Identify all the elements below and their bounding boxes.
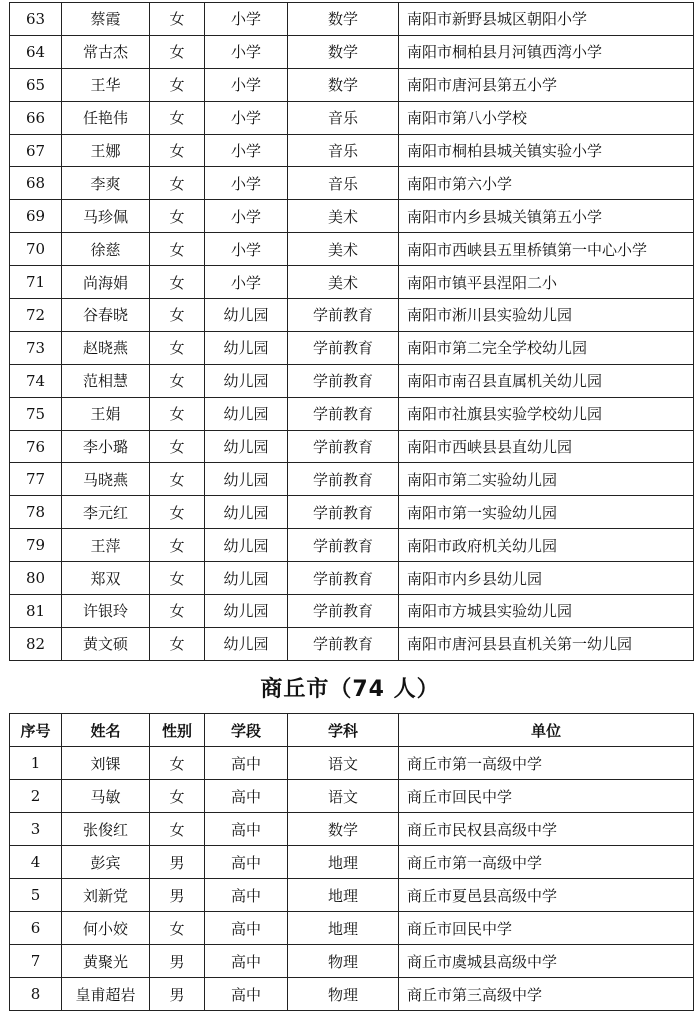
- cell-unit: 南阳市政府机关幼儿园: [399, 529, 694, 562]
- cell-unit: 南阳市第六小学: [399, 167, 694, 200]
- cell-unit: 南阳市新野县城区朝阳小学: [399, 3, 694, 36]
- table-row: [10, 813, 694, 846]
- table-row: [10, 101, 694, 134]
- cell-gender: 女: [150, 496, 205, 529]
- cell-gender: 女: [150, 167, 205, 200]
- cell-subject: 地理: [288, 879, 399, 912]
- cell-unit: 南阳市淅川县实验幼儿园: [399, 299, 694, 332]
- cell-index: 66: [10, 101, 62, 134]
- cell-unit: 南阳市桐柏县城关镇实验小学: [399, 134, 694, 167]
- cell-name: 范相慧: [62, 364, 150, 397]
- cell-name: 李爽: [62, 167, 150, 200]
- table-row: [10, 167, 694, 200]
- cell-index: 6: [10, 912, 62, 945]
- cell-subject: 语文: [288, 747, 399, 780]
- cell-unit: 南阳市南召县直属机关幼儿园: [399, 364, 694, 397]
- cell-subject: 数学: [288, 68, 399, 101]
- cell-gender: 女: [150, 299, 205, 332]
- cell-stage: 幼儿园: [205, 627, 288, 660]
- cell-subject: 数学: [288, 3, 399, 36]
- cell-gender: 女: [150, 266, 205, 299]
- cell-gender: 女: [150, 364, 205, 397]
- cell-subject: 学前教育: [288, 299, 399, 332]
- cell-name: 常古杰: [62, 35, 150, 68]
- cell-stage: 高中: [205, 912, 288, 945]
- table-row: [10, 68, 694, 101]
- cell-name: 王娜: [62, 134, 150, 167]
- cell-subject: 学前教育: [288, 397, 399, 430]
- cell-subject: 学前教育: [288, 331, 399, 364]
- cell-name: 刘锞: [62, 747, 150, 780]
- table-row: [10, 945, 694, 978]
- cell-gender: 女: [150, 233, 205, 266]
- cell-stage: 幼儿园: [205, 364, 288, 397]
- table-row: [10, 529, 694, 562]
- header-index: 序号: [10, 714, 62, 747]
- cell-gender: 女: [150, 101, 205, 134]
- table-row: [10, 266, 694, 299]
- cell-name: 徐慈: [62, 233, 150, 266]
- cell-index: 67: [10, 134, 62, 167]
- cell-subject: 学前教育: [288, 430, 399, 463]
- table-row: [10, 595, 694, 628]
- roster-table-shangqiu: [9, 713, 694, 1011]
- cell-stage: 幼儿园: [205, 595, 288, 628]
- cell-name: 许银玲: [62, 595, 150, 628]
- cell-name: 郑双: [62, 562, 150, 595]
- header-name: 姓名: [62, 714, 150, 747]
- cell-unit: 商丘市第一高级中学: [399, 747, 694, 780]
- header-unit: 单位: [399, 714, 694, 747]
- cell-unit: 南阳市桐柏县月河镇西湾小学: [399, 35, 694, 68]
- cell-unit: 商丘市回民中学: [399, 912, 694, 945]
- cell-name: 王华: [62, 68, 150, 101]
- cell-name: 谷春晓: [62, 299, 150, 332]
- table-row: [10, 846, 694, 879]
- cell-unit: 商丘市民权县高级中学: [399, 813, 694, 846]
- cell-subject: 学前教育: [288, 529, 399, 562]
- cell-gender: 女: [150, 397, 205, 430]
- cell-subject: 物理: [288, 978, 399, 1011]
- cell-unit: 南阳市内乡县城关镇第五小学: [399, 200, 694, 233]
- cell-unit: 南阳市唐河县县直机关第一幼儿园: [399, 627, 694, 660]
- cell-gender: 男: [150, 879, 205, 912]
- cell-unit: 商丘市夏邑县高级中学: [399, 879, 694, 912]
- cell-gender: 男: [150, 846, 205, 879]
- cell-index: 63: [10, 3, 62, 36]
- cell-stage: 幼儿园: [205, 496, 288, 529]
- cell-gender: 女: [150, 35, 205, 68]
- cell-gender: 女: [150, 3, 205, 36]
- cell-index: 70: [10, 233, 62, 266]
- cell-stage: 高中: [205, 945, 288, 978]
- cell-stage: 高中: [205, 879, 288, 912]
- cell-unit: 商丘市第三高级中学: [399, 978, 694, 1011]
- cell-unit: 商丘市回民中学: [399, 780, 694, 813]
- cell-name: 何小姣: [62, 912, 150, 945]
- cell-subject: 学前教育: [288, 496, 399, 529]
- table-row: [10, 233, 694, 266]
- cell-subject: 语文: [288, 780, 399, 813]
- cell-index: 74: [10, 364, 62, 397]
- cell-unit: 南阳市西峡县五里桥镇第一中心小学: [399, 233, 694, 266]
- cell-subject: 数学: [288, 813, 399, 846]
- cell-stage: 高中: [205, 813, 288, 846]
- cell-gender: 女: [150, 747, 205, 780]
- cell-stage: 高中: [205, 780, 288, 813]
- cell-stage: 小学: [205, 233, 288, 266]
- cell-stage: 幼儿园: [205, 562, 288, 595]
- table-row: [10, 747, 694, 780]
- cell-unit: 商丘市虞城县高级中学: [399, 945, 694, 978]
- cell-index: 1: [10, 747, 62, 780]
- cell-index: 5: [10, 879, 62, 912]
- cell-unit: 南阳市唐河县第五小学: [399, 68, 694, 101]
- cell-name: 张俊红: [62, 813, 150, 846]
- table-row: [10, 562, 694, 595]
- table-header-row: [10, 714, 694, 747]
- header-gender: 性别: [150, 714, 205, 747]
- cell-index: 79: [10, 529, 62, 562]
- cell-subject: 音乐: [288, 134, 399, 167]
- table-row: [10, 879, 694, 912]
- cell-subject: 地理: [288, 846, 399, 879]
- table-row: [10, 496, 694, 529]
- cell-name: 王萍: [62, 529, 150, 562]
- cell-unit: 南阳市西峡县县直幼儿园: [399, 430, 694, 463]
- cell-index: 2: [10, 780, 62, 813]
- table-row: [10, 331, 694, 364]
- cell-gender: 女: [150, 595, 205, 628]
- cell-stage: 小学: [205, 3, 288, 36]
- cell-stage: 小学: [205, 101, 288, 134]
- table-row: [10, 780, 694, 813]
- table-row: [10, 397, 694, 430]
- cell-name: 任艳伟: [62, 101, 150, 134]
- cell-unit: 南阳市第二完全学校幼儿园: [399, 331, 694, 364]
- cell-subject: 美术: [288, 200, 399, 233]
- cell-index: 64: [10, 35, 62, 68]
- table-row: [10, 3, 694, 36]
- cell-index: 65: [10, 68, 62, 101]
- cell-index: 8: [10, 978, 62, 1011]
- cell-stage: 高中: [205, 846, 288, 879]
- cell-subject: 学前教育: [288, 463, 399, 496]
- table-row: [10, 978, 694, 1011]
- header-stage: 学段: [205, 714, 288, 747]
- cell-name: 彭宾: [62, 846, 150, 879]
- cell-subject: 美术: [288, 266, 399, 299]
- cell-stage: 小学: [205, 266, 288, 299]
- cell-index: 7: [10, 945, 62, 978]
- cell-unit: 南阳市内乡县幼儿园: [399, 562, 694, 595]
- cell-name: 尚海娟: [62, 266, 150, 299]
- cell-index: 82: [10, 627, 62, 660]
- cell-gender: 女: [150, 529, 205, 562]
- cell-unit: 南阳市社旗县实验学校幼儿园: [399, 397, 694, 430]
- table-row: [10, 430, 694, 463]
- cell-name: 黄文硕: [62, 627, 150, 660]
- cell-gender: 男: [150, 978, 205, 1011]
- table-row: [10, 299, 694, 332]
- cell-name: 马珍佩: [62, 200, 150, 233]
- cell-gender: 女: [150, 813, 205, 846]
- cell-name: 黄聚光: [62, 945, 150, 978]
- section-title-shangqiu: 商丘市（74 人）: [260, 677, 440, 702]
- cell-index: 69: [10, 200, 62, 233]
- cell-name: 马晓燕: [62, 463, 150, 496]
- cell-stage: 幼儿园: [205, 331, 288, 364]
- cell-index: 76: [10, 430, 62, 463]
- roster-table-nanyang: [9, 2, 694, 661]
- cell-stage: 幼儿园: [205, 430, 288, 463]
- cell-subject: 音乐: [288, 167, 399, 200]
- roster-table-body: [10, 747, 694, 1011]
- cell-stage: 幼儿园: [205, 397, 288, 430]
- cell-name: 李小璐: [62, 430, 150, 463]
- cell-stage: 幼儿园: [205, 463, 288, 496]
- table-row: [10, 134, 694, 167]
- cell-gender: 女: [150, 430, 205, 463]
- cell-gender: 女: [150, 200, 205, 233]
- cell-name: 王娟: [62, 397, 150, 430]
- table-row: [10, 200, 694, 233]
- cell-index: 72: [10, 299, 62, 332]
- cell-stage: 小学: [205, 68, 288, 101]
- cell-name: 蔡霞: [62, 3, 150, 36]
- cell-name: 皇甫超岩: [62, 978, 150, 1011]
- cell-gender: 女: [150, 780, 205, 813]
- table-row: [10, 35, 694, 68]
- cell-stage: 幼儿园: [205, 299, 288, 332]
- table-row: [10, 364, 694, 397]
- roster-table-body: [10, 3, 694, 661]
- cell-index: 73: [10, 331, 62, 364]
- table-row: [10, 463, 694, 496]
- cell-index: 68: [10, 167, 62, 200]
- cell-unit: 南阳市第一实验幼儿园: [399, 496, 694, 529]
- cell-gender: 女: [150, 331, 205, 364]
- cell-gender: 女: [150, 912, 205, 945]
- cell-stage: 高中: [205, 747, 288, 780]
- cell-unit: 商丘市第一高级中学: [399, 846, 694, 879]
- table-row: [10, 912, 694, 945]
- cell-subject: 学前教育: [288, 595, 399, 628]
- cell-index: 78: [10, 496, 62, 529]
- cell-name: 李元红: [62, 496, 150, 529]
- cell-gender: 男: [150, 945, 205, 978]
- cell-index: 75: [10, 397, 62, 430]
- cell-stage: 小学: [205, 35, 288, 68]
- cell-index: 71: [10, 266, 62, 299]
- cell-gender: 女: [150, 627, 205, 660]
- header-subject: 学科: [288, 714, 399, 747]
- cell-index: 3: [10, 813, 62, 846]
- table-row: [10, 627, 694, 660]
- cell-subject: 物理: [288, 945, 399, 978]
- cell-unit: 南阳市镇平县涅阳二小: [399, 266, 694, 299]
- cell-subject: 学前教育: [288, 562, 399, 595]
- cell-gender: 女: [150, 562, 205, 595]
- cell-subject: 学前教育: [288, 364, 399, 397]
- cell-name: 赵晓燕: [62, 331, 150, 364]
- cell-unit: 南阳市第二实验幼儿园: [399, 463, 694, 496]
- cell-subject: 地理: [288, 912, 399, 945]
- cell-subject: 音乐: [288, 101, 399, 134]
- cell-stage: 小学: [205, 200, 288, 233]
- cell-stage: 幼儿园: [205, 529, 288, 562]
- cell-index: 81: [10, 595, 62, 628]
- cell-index: 4: [10, 846, 62, 879]
- cell-index: 77: [10, 463, 62, 496]
- cell-subject: 美术: [288, 233, 399, 266]
- cell-subject: 学前教育: [288, 627, 399, 660]
- cell-gender: 女: [150, 68, 205, 101]
- cell-gender: 女: [150, 134, 205, 167]
- cell-stage: 小学: [205, 167, 288, 200]
- cell-gender: 女: [150, 463, 205, 496]
- cell-index: 80: [10, 562, 62, 595]
- cell-unit: 南阳市第八小学校: [399, 101, 694, 134]
- cell-name: 刘新党: [62, 879, 150, 912]
- cell-subject: 数学: [288, 35, 399, 68]
- cell-stage: 小学: [205, 134, 288, 167]
- cell-name: 马敏: [62, 780, 150, 813]
- cell-stage: 高中: [205, 978, 288, 1011]
- cell-unit: 南阳市方城县实验幼儿园: [399, 595, 694, 628]
